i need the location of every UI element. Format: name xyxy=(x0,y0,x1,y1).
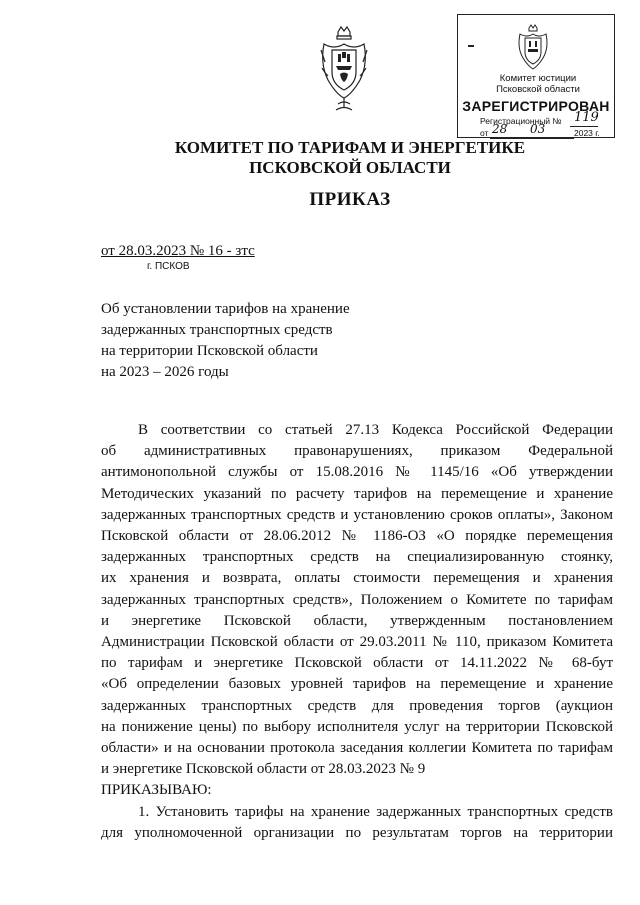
body-line: и энергетике Псковской области от 28.03.2023 № 9 xyxy=(101,761,426,778)
body-line: задержанных транспортных средств для проведения торгов (аукцион xyxy=(101,697,613,714)
subject-line: Об установлении тарифов на хранение xyxy=(101,301,350,317)
registration-stamp xyxy=(457,14,615,138)
body-line: об административных правонарушениях, приказом Федеральной xyxy=(101,443,613,460)
subject-line: задержанных транспортных средств xyxy=(101,322,333,338)
stamp-date-prefix: от xyxy=(480,128,489,138)
stamp-status: ЗАРЕГИСТРИРОВАН xyxy=(462,98,610,114)
order-subject xyxy=(101,299,350,383)
decree-word: ПРИКАЗЫВАЮ: xyxy=(101,782,212,799)
document-type: ПРИКАЗ xyxy=(309,189,391,210)
body-line: В соответствии со статьей 27.13 Кодекса Российской Федерации xyxy=(138,422,613,438)
body-line: антимонопольной службы от 15.08.2016 № 1145/16 «Об утверждении xyxy=(101,464,613,481)
body-line: «Об определении базовых уровней тарифов на перемещение и хранение xyxy=(101,676,613,693)
body-line: области» и на основании протокола заседания коллегии Комитета по тарифам xyxy=(101,740,613,757)
order-body xyxy=(101,420,613,844)
body-line: Администрации Псковской области от 29.03.2011 № 110, приказом Комитета xyxy=(101,634,613,651)
subject-line: на территории Псковской области xyxy=(101,343,318,359)
body-line: Методических указаний по расчету тарифов на перемещение и хранение xyxy=(101,485,613,502)
body-line: задержанных транспортных средств», Положением о Комитете по тарифам xyxy=(101,591,613,608)
stamp-date-year: 2023 г. xyxy=(574,128,600,138)
body-line: их хранения и возврата, оплаты стоимости перемещения и хранения xyxy=(101,570,613,587)
stamp-reg-label: Регистрационный № xyxy=(480,116,562,126)
stamp-underline xyxy=(570,126,598,127)
stamp-mark xyxy=(468,45,474,47)
item-line: 1. Установить тарифы на хранение задержанных транспортных средств xyxy=(138,803,613,820)
body-line: и энергетике Псковской области, утвержденным постановлением xyxy=(101,612,613,629)
subject-line: на 2023 – 2026 годы xyxy=(101,364,229,380)
stamp-date-month: 03 xyxy=(530,122,546,136)
organization-title: КОМИТЕТ ПО ТАРИФАМ И ЭНЕРГЕТИКЕ xyxy=(174,138,526,157)
organization-region: ПСКОВСКОЙ ОБЛАСТИ xyxy=(249,158,451,177)
body-line: по тарифам и энергетике Псковской области от 14.11.2022 № 68-бут xyxy=(101,655,613,672)
order-date-number: от 28.03.2023 № 16 - зтс xyxy=(101,243,255,259)
order-city: г. ПСКОВ xyxy=(147,261,190,272)
stamp-coat-of-arms-icon xyxy=(515,23,551,71)
body-line: задержанных транспортных средств и установлению сроков оплаты», Законом xyxy=(101,506,613,523)
stamp-date-day: 28 xyxy=(492,122,508,136)
body-line: Псковской области от 28.06.2012 № 1186-ОЗ «О порядке перемещения xyxy=(101,528,613,545)
item-line: для уполномоченной организации по результатам торгов на территории xyxy=(101,824,613,841)
stamp-reg-number: 119 xyxy=(574,110,599,125)
stamp-organization: Комитет юстиции Псковской области xyxy=(496,73,580,95)
body-line: задержанных транспортных средств на специализированную стоянку, xyxy=(101,549,613,566)
coat-of-arms-emblem xyxy=(318,24,370,116)
body-line: на понижение цены) по выбору исполнителя услуг на территории Псковской xyxy=(101,718,613,735)
